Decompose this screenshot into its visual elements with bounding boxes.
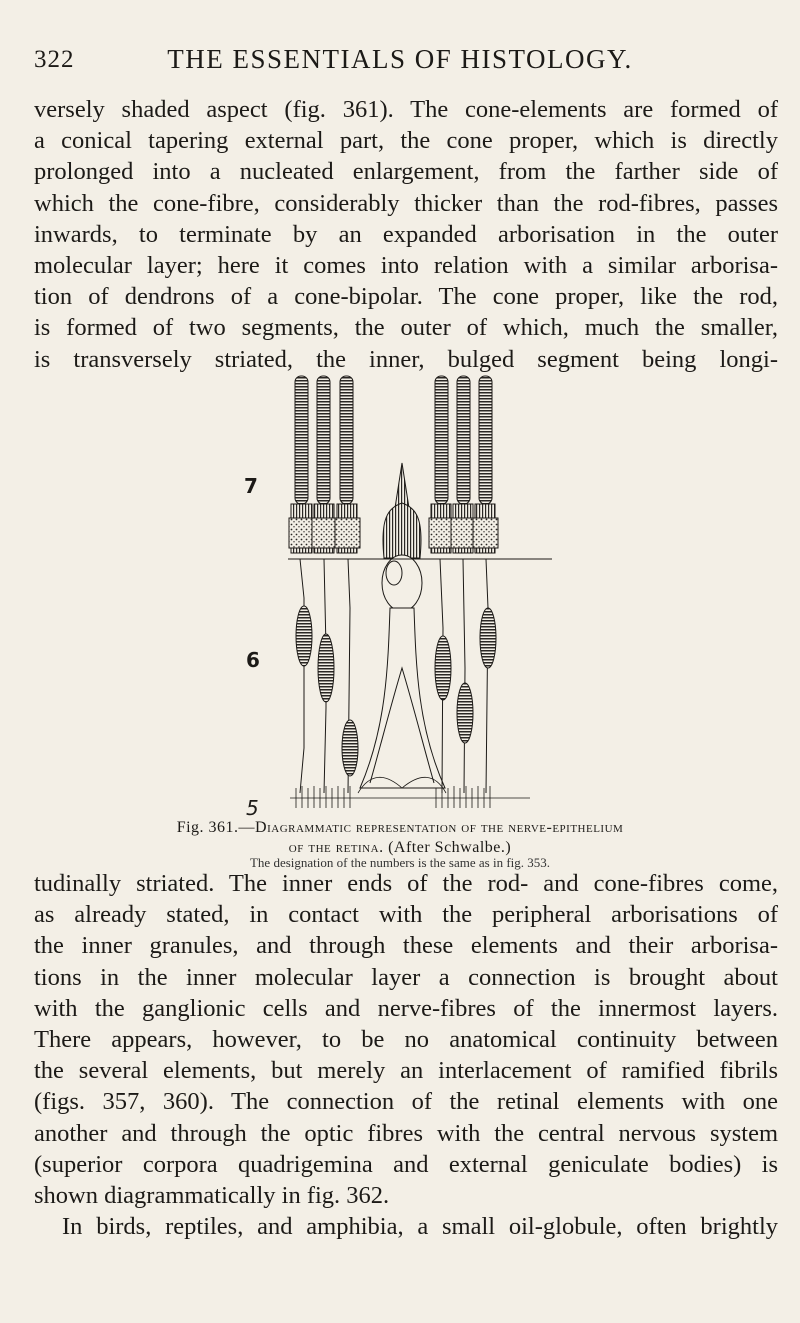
paragraph-1 (34, 94, 778, 375)
text-line: the inner granules, and through these elements and their arborisa- (34, 932, 778, 960)
text-line: tions in the inner molecular layer a connection is brought about (34, 963, 778, 991)
text-line: tion of dendrons of a cone-bipolar. The cone proper, like the rod, (34, 283, 778, 311)
retina-diagram (260, 368, 560, 815)
text-line: is transversely striated, the inner, bulged segment being longi- (34, 345, 778, 373)
rod-cells (295, 376, 492, 504)
figure-label-5: 5 (246, 796, 259, 820)
text-line: In birds, reptiles, and amphibia, a small oil-globule, often brightly (62, 1213, 778, 1241)
text-line: (figs. 357, 360). The connection of the retinal elements with one (34, 1088, 778, 1116)
figure-label-7: 7 (244, 474, 258, 498)
text-line: (superior corpora quadrigemina and external geniculate bodies) is (34, 1150, 778, 1178)
text-line: molecular layer; here it comes into relation with a similar arborisa- (34, 251, 778, 279)
text-line: inwards, to terminate by an expanded arborisation in the outer (34, 220, 778, 248)
text-line: is formed of two segments, the outer of which, much the smaller, (34, 314, 778, 342)
text-line: another and through the optic fibres with the central nervous system (34, 1119, 778, 1147)
figure-caption (0, 818, 800, 858)
caption-note: The designation of the numbers is the same as in fig. 353. (249, 855, 551, 870)
text-line: shown diagrammatically in fig. 362. (34, 1181, 390, 1209)
running-head: THE ESSENTIALS OF HISTOLOGY. (167, 44, 633, 74)
text-line: tudinally striated. The inner ends of the rod- and cone-fibres come, (34, 870, 778, 897)
caption-attribution: (After Schwalbe.) (388, 839, 512, 856)
text-line: as already stated, in contact with the peripheral arborisations of (34, 901, 778, 929)
text-line: There appears, however, to be no anatomical continuity between (34, 1025, 778, 1053)
page-number: 322 (34, 46, 75, 73)
paragraph-2 (34, 868, 778, 1242)
text-line: prolonged into a nucleated enlargement, from the farther side of (34, 158, 778, 186)
text-line: versely shaded aspect (fig. 361). The cone-elements are formed of (34, 96, 778, 123)
outer-molecular-layer (290, 777, 530, 808)
caption-title-line2: of the retina. (288, 839, 384, 856)
text-line: a conical tapering external part, the cone proper, which is directly (34, 127, 778, 155)
text-line: which the cone-fibre, considerably thicker than the rod-fibres, passes (34, 189, 778, 217)
caption-fig-label: Fig. 361. (176, 819, 239, 836)
caption-title: —Diagrammatic representation of the nerve-epithelium (238, 819, 624, 836)
figure-label-6: 6 (246, 648, 260, 672)
text-line: the several elements, but merely an interlacement of ramified fibrils (34, 1057, 778, 1085)
text-line: with the ganglionic cells and nerve-fibres of the innermost layers. (34, 994, 778, 1022)
